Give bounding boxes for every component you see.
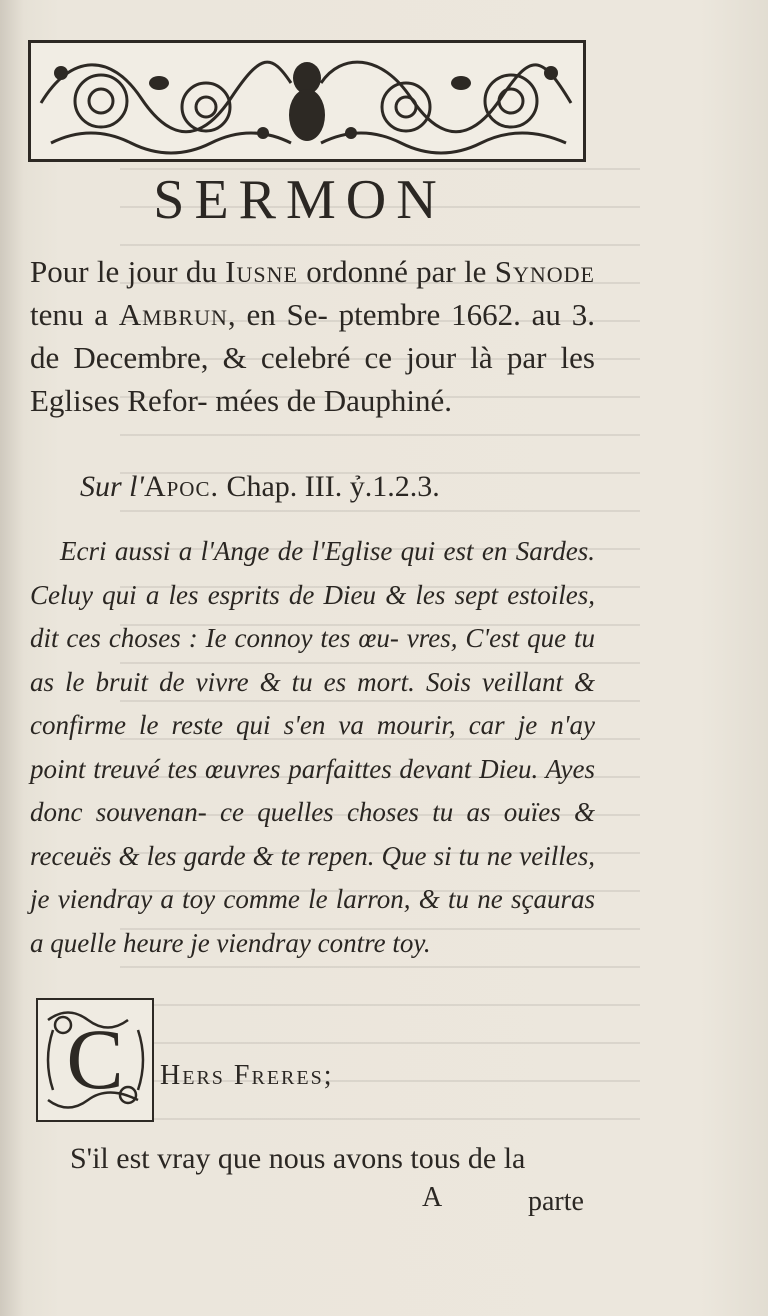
scripture-verse-text: Ecri aussi a l'Ange de l'Eglise qui est en Sardes. Celuy qui a les esprits de Dieu & les sept estoiles, dit ces choses : Ie connoy tes œu- vres, C'est que tu as le bruit de vivre & tu es mort. Sois veillant & confirme le reste qui s'en va mourir, car je n'ay point treuvé tes œuvres parfaittes devant Dieu. Ayes donc souvenan- ce quelles choses tu as ouïes & receuës & les garde & te repen. Que si tu ne veilles, je viendray a toy comme le larron, & tu ne sçauras a quelle heure je viendray contre toy. xyxy=(30,536,595,958)
reference-prefix: Sur l' xyxy=(80,470,144,503)
intro-small-caps-iusne: Iusne xyxy=(225,254,298,289)
intro-small-caps-ambrun: Ambrun xyxy=(118,297,228,332)
body-first-line: S'il est vray que nous avons tous de la xyxy=(70,1142,526,1175)
intro-text: , en Se- ptembre 1662. au 3. de Decembre, & celebré ce jour là par les Eglises Refor- mées de Dauphiné. xyxy=(30,297,595,418)
signature-mark: A xyxy=(422,1182,443,1213)
decorated-initial-ornament xyxy=(36,998,154,1122)
catchword: parte xyxy=(528,1186,584,1217)
reference-chapter: Chap. III. ỷ.1.2.3. xyxy=(218,470,440,503)
intro-small-caps-synode: Synode xyxy=(494,254,595,289)
reference-book: Apoc. xyxy=(143,470,219,503)
sermon-intro xyxy=(30,250,595,422)
woodcut-headpiece-ornament xyxy=(28,40,586,162)
intro-text: tenu a xyxy=(30,297,119,332)
page-title: SERMON xyxy=(153,169,447,231)
scripture-reference xyxy=(80,470,600,504)
intro-text: Pour le jour du xyxy=(30,254,226,289)
intro-text: ordonné par le xyxy=(297,254,495,289)
salutation: Hers Freres; xyxy=(160,1060,334,1091)
dropcap-letter: C xyxy=(66,1011,124,1107)
